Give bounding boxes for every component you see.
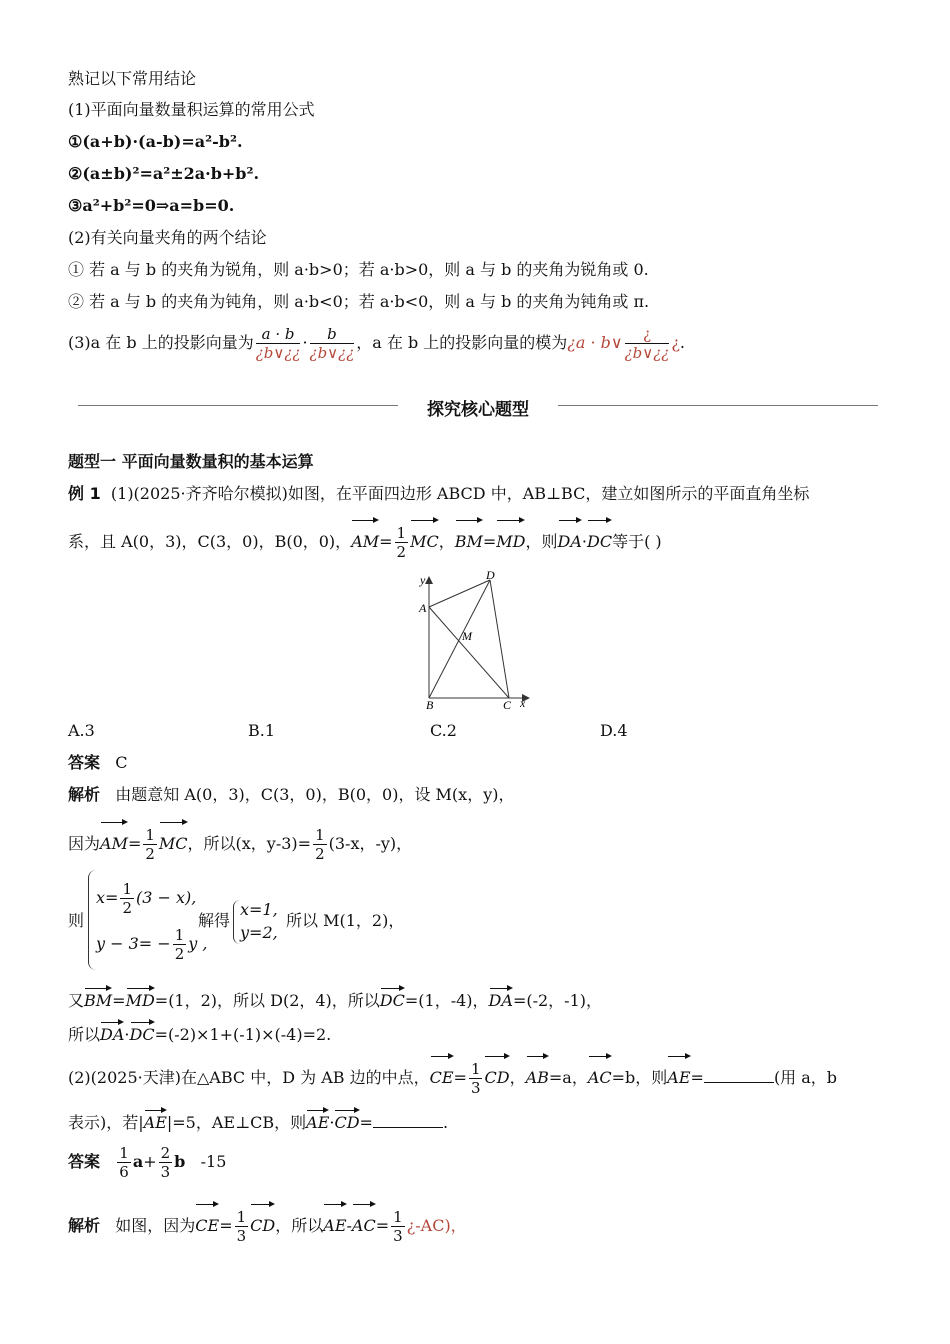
answer-label: 答案 <box>68 753 101 772</box>
example-2-line-1: (2)(2025·天津)在△ABC 中，D 为 AB 边的中点，CE= $\frac{1}{3}$ CD，AB=a，AC=b，则AE= (用 a，b <box>68 1052 837 1098</box>
topic-heading: 题型一 平面向量数量积的基本运算 <box>68 452 314 471</box>
option-d: D.4 <box>600 721 628 740</box>
example-1-text: (1)(2025·齐齐哈尔模拟)如图，在平面四边形 ABCD 中，AB⊥BC，建立如图所示的平面直角坐标 <box>110 484 810 503</box>
ex2-line2-pre: 表示)，若| <box>68 1113 144 1132</box>
a3-pre: 则 <box>68 911 85 930</box>
eq2-den: 2 <box>174 945 185 963</box>
a5-end: =(-2)×1+(-1)×(-4)=2. <box>154 1025 332 1044</box>
answer-blank-2[interactable] <box>373 1113 443 1128</box>
half-fraction-2 <box>143 826 157 863</box>
answer-1-line <box>68 752 128 774</box>
a2-1-minus: - <box>346 1216 352 1235</box>
vector-ae-2: AE <box>144 1106 167 1134</box>
third-den-2: 3 <box>236 1227 247 1245</box>
vector-ae-4: AE <box>323 1200 346 1246</box>
eq1-den: 2 <box>122 899 132 917</box>
ex2-line2-eq: = <box>359 1113 373 1132</box>
equation-1 <box>96 880 196 917</box>
divider-right-line <box>558 405 878 406</box>
vector-ae: AE <box>667 1052 690 1098</box>
solution-x: x=1, <box>240 900 278 919</box>
ans-b: b <box>174 1152 186 1171</box>
section-2-heading: (2)有关向量夹角的两个结论 <box>68 228 267 247</box>
modulus-post: ¿ <box>671 333 680 352</box>
a5-pre: 所以 <box>68 1025 101 1044</box>
third-fraction-3 <box>391 1208 405 1245</box>
option-a: A.3 <box>68 721 95 740</box>
analysis-1-line-2: 因为AM= $\frac{1}{2}$ MC，所以(x，y-3)= $\frac{1}{2}$ (3-x，-y)， <box>68 818 412 864</box>
eq2-right: y , <box>188 934 208 953</box>
projection-line: (3)a 在 b 上的投影向量为 $\frac{a \cdot b}{¿b\vee¿¿}$ · $\frac{b}{¿b\vee¿¿}$ ，a 在 b 上的投影向量的模为¿a · b∨ $\frac{¿}{¿b\vee¿¿}$ ¿. <box>68 325 686 362</box>
vector-mc: MC <box>410 516 439 562</box>
projection-prefix: (3)a 在 b 上的投影向量为 <box>68 333 254 352</box>
vector-da: DA <box>558 516 582 562</box>
vector-dc-3: DC <box>130 1018 155 1046</box>
analysis-2-line-1: 解析 如图，因为CE= $\frac{1}{3}$ CD，所以AE-AC= $\frac{1}{3}$ ¿-AC)， <box>68 1200 467 1246</box>
conclusion-2: ② 若 a 与 b 的夹角为钝角，则 a·b<0；若 a·b<0，则 a 与 b 的夹角为钝角或 π. <box>68 292 650 311</box>
eq1-left: x= <box>96 888 119 907</box>
section-1-heading: (1)平面向量数量积运算的常用公式 <box>68 100 315 119</box>
a2-1-pre: 如图，因为 <box>115 1216 196 1235</box>
a2-mid: ，所以(x，y-3)= <box>187 834 312 853</box>
half-den-3: 2 <box>315 845 325 863</box>
vector-ab: AB <box>526 1052 549 1098</box>
projection-numerator: a · b <box>256 325 301 344</box>
option-c: C.2 <box>430 721 457 740</box>
ex2-ab: =a， <box>548 1068 588 1087</box>
divider-left-line <box>78 405 398 406</box>
analysis-1-line-1 <box>68 784 514 806</box>
a2-1-mid: ，所以 <box>275 1216 324 1235</box>
vector-bm: BM <box>455 516 483 562</box>
example-label: 例 1 <box>68 484 101 503</box>
ans-fraction-1 <box>117 1144 131 1181</box>
vector-cd: CD <box>484 1052 509 1098</box>
ex2-line2-tail: . <box>442 1113 449 1132</box>
label-y: y <box>420 573 426 587</box>
solution-y: y=2, <box>240 923 278 942</box>
ans-den-2: 3 <box>160 1163 171 1181</box>
analysis-1-text: 由题意知 A(0，3)，C(3，0)，B(0，0)，设 M(x，y)， <box>115 785 515 804</box>
vector-ac: AC <box>588 1052 612 1098</box>
y-axis-arrow <box>425 576 433 584</box>
projection-denominator: ¿b∨¿¿ <box>255 344 301 362</box>
a2-1-tail: ¿-AC)， <box>406 1216 467 1235</box>
vector-am-2: AM <box>100 818 128 864</box>
equation-2 <box>96 926 207 963</box>
unit-denominator: ¿b∨¿¿ <box>309 344 355 362</box>
third-den-3: 3 <box>393 1227 403 1245</box>
modulus-fraction <box>625 325 670 362</box>
unit-vector-fraction <box>310 325 355 362</box>
vector-bm-2: BM <box>84 984 112 1012</box>
vector-md: MD <box>496 516 525 562</box>
label-m: M <box>462 629 472 643</box>
ans-value-2: -15 <box>200 1152 227 1171</box>
label-c: C <box>503 698 512 712</box>
ans-a: a <box>132 1152 144 1171</box>
ex2-pre: (2)(2025·天津)在△ABC 中，D 为 AB 边的中点， <box>68 1068 430 1087</box>
example-1-question-end: 等于( ) <box>612 532 662 551</box>
a4-da: =(-2，-1)， <box>512 991 603 1010</box>
example-2-line-2: 表示)，若|AE|=5，AE⊥CB，则AE·CD= . <box>68 1106 448 1134</box>
vector-cd-3: CD <box>250 1200 275 1246</box>
eq1-num: 1 <box>122 880 132 898</box>
segment-ad <box>429 580 490 607</box>
option-b: B.1 <box>248 721 276 740</box>
formula-2: ②(a±b)²=a²±2a·b+b². <box>68 164 260 183</box>
eq1-right: (3 − x), <box>135 888 197 907</box>
eq1-fraction <box>120 880 134 917</box>
half-num: 1 <box>396 524 407 542</box>
modulus-prefix: ¿a · b∨ <box>567 333 623 352</box>
eq2-left: y − 3= − <box>96 934 171 953</box>
answer-2-line: 答案 $\frac{1}{6}$ a+ $\frac{2}{3}$ b -15 <box>68 1144 227 1181</box>
solve-label: 解得 <box>198 911 231 930</box>
half-fraction-3 <box>313 826 327 863</box>
ans-fraction-2 <box>159 1144 173 1181</box>
ex2-eq: = <box>690 1068 704 1087</box>
example-1-line-2: 系，且 A(0，3)，C(3，0)，B(0，0)，AM= $\frac{1}{2}$ MC，BM=MD，则DA·DC等于( ) <box>68 516 662 562</box>
ex2-line2-mid: |=5，AE⊥CB，则 <box>166 1113 307 1132</box>
answer-value: C <box>115 753 128 772</box>
vector-cd-2: CD <box>334 1106 359 1134</box>
formula-1: ①(a+b)·(a-b)=a²-b². <box>68 132 243 151</box>
analysis-1-line-5: 所以DA·DC=(-2)×1+(-1)×(-4)=2. <box>68 1018 331 1046</box>
vector-md-2: MD <box>126 984 155 1012</box>
third-fraction-2 <box>235 1208 249 1245</box>
ans-num-2: 2 <box>160 1144 171 1162</box>
half-num-2: 1 <box>145 826 155 844</box>
example-1-line-1 <box>68 483 809 505</box>
vector-ce: CE <box>430 1052 454 1098</box>
third-den: 3 <box>470 1079 481 1097</box>
a2-1-eq: = <box>375 1216 390 1235</box>
half-fraction <box>395 524 409 561</box>
half-den: 2 <box>396 543 407 561</box>
vector-dc-2: DC <box>380 984 405 1012</box>
vector-dc: DC <box>587 516 612 562</box>
answer-blank-1[interactable] <box>704 1068 774 1083</box>
projection-end: . <box>679 333 686 352</box>
intro-title: 熟记以下常用结论 <box>68 69 197 88</box>
analysis-label: 解析 <box>68 785 101 804</box>
label-d: D <box>486 570 495 582</box>
modulus-denominator: ¿b∨¿¿ <box>624 344 670 362</box>
third-num-3: 1 <box>393 1208 403 1226</box>
quadrilateral-figure <box>412 570 537 712</box>
projection-fraction <box>256 325 301 362</box>
vector-mc-2: MC <box>159 818 188 864</box>
a4-dc: =(1，-4)， <box>404 991 489 1010</box>
analysis-2-label: 解析 <box>68 1216 101 1235</box>
third-num: 1 <box>470 1060 481 1078</box>
vector-da-2: DA <box>489 984 513 1012</box>
half-num-3: 1 <box>315 826 325 844</box>
section-title: 探究核心题型 <box>427 400 529 420</box>
eq2-fraction <box>173 926 187 963</box>
conclusion-1: ① 若 a 与 b 的夹角为锐角，则 a·b>0；若 a·b>0，则 a 与 b 的夹角为锐角或 0. <box>68 260 649 279</box>
section-divider <box>78 395 878 419</box>
third-num-2: 1 <box>236 1208 247 1226</box>
unit-numerator: b <box>310 325 355 344</box>
eq2-num: 1 <box>174 926 185 944</box>
answer-2-label: 答案 <box>68 1152 101 1171</box>
vector-ac-2: AC <box>352 1200 376 1246</box>
a4-end: =(1，2)，所以 D(2，4)，所以 <box>154 991 380 1010</box>
ex2-tail: (用 a，b <box>773 1068 838 1087</box>
vector-ae-3: AE <box>306 1106 329 1134</box>
vector-da-3: DA <box>100 1018 124 1046</box>
vector-ce-2: CE <box>195 1200 219 1246</box>
a4-pre: 又 <box>68 991 85 1010</box>
ans-num-1: 1 <box>119 1144 129 1162</box>
ans-den-1: 6 <box>119 1163 129 1181</box>
vector-am: AM <box>351 516 379 562</box>
projection-mid: ，a 在 b 上的投影向量的模为 <box>356 333 568 352</box>
a3-end: 所以 M(1，2)， <box>286 911 405 930</box>
a2-end: (3-x，-y)， <box>328 834 413 853</box>
label-b: B <box>426 698 434 712</box>
modulus-numerator: ¿ <box>625 325 670 344</box>
a2-pre: 因为 <box>68 834 101 853</box>
solution-brace <box>233 900 240 944</box>
ex2-mid: ， <box>509 1068 526 1087</box>
label-a: A <box>419 601 427 615</box>
ex2-ac: =b，则 <box>611 1068 668 1087</box>
example-1-coords: 系，且 A(0，3)，C(3，0)，B(0，0)， <box>68 532 352 551</box>
formula-3: ③a²+b²=0⇒a=b=0. <box>68 196 235 215</box>
segment-bd <box>429 580 490 698</box>
third-fraction <box>469 1060 483 1097</box>
analysis-1-line-4: 又BM=MD=(1，2)，所以 D(2，4)，所以DC=(1，-4)，DA=(-2，-1)， <box>68 984 602 1012</box>
label-x: x <box>520 696 526 710</box>
half-den-2: 2 <box>145 845 155 863</box>
